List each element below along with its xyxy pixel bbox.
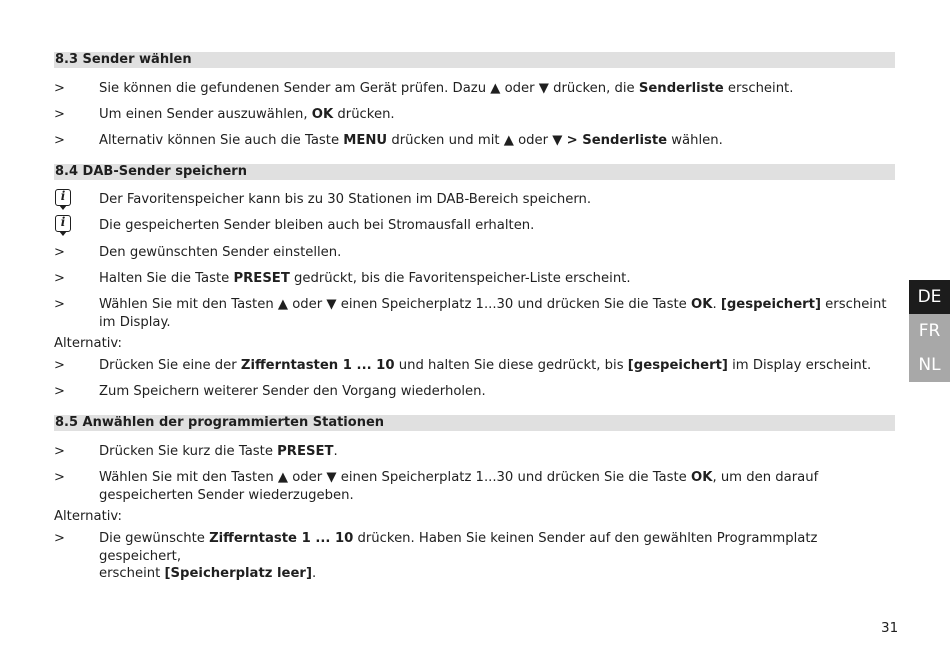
alternative-label: Alternativ: (54, 509, 122, 524)
language-tabs (909, 280, 950, 382)
list-marker: > (54, 470, 65, 485)
section-heading-8-5: 8.5 Anwählen der programmierten Stationen (54, 415, 895, 431)
list-marker: > (54, 107, 65, 122)
info-icon: i (55, 215, 71, 232)
alternative-label: Alternativ: (54, 336, 122, 351)
list-marker: > (54, 297, 65, 312)
list-marker: > (54, 133, 65, 148)
section-heading-8-3: 8.3 Sender wählen (54, 52, 895, 68)
section-heading-8-4: 8.4 DAB-Sender speichern (54, 164, 895, 180)
language-tab-nl[interactable]: NL (909, 348, 950, 382)
page-number: 31 (881, 620, 899, 636)
list-marker: > (54, 384, 65, 399)
list-marker: > (54, 271, 65, 286)
language-tab-de[interactable]: DE (909, 280, 950, 314)
language-tab-fr[interactable]: FR (909, 314, 950, 348)
list-marker: > (54, 444, 65, 459)
list-marker: > (54, 531, 65, 546)
info-icon: i (55, 189, 71, 206)
list-marker: > (54, 81, 65, 96)
list-marker: > (54, 245, 65, 260)
list-marker: > (54, 358, 65, 373)
